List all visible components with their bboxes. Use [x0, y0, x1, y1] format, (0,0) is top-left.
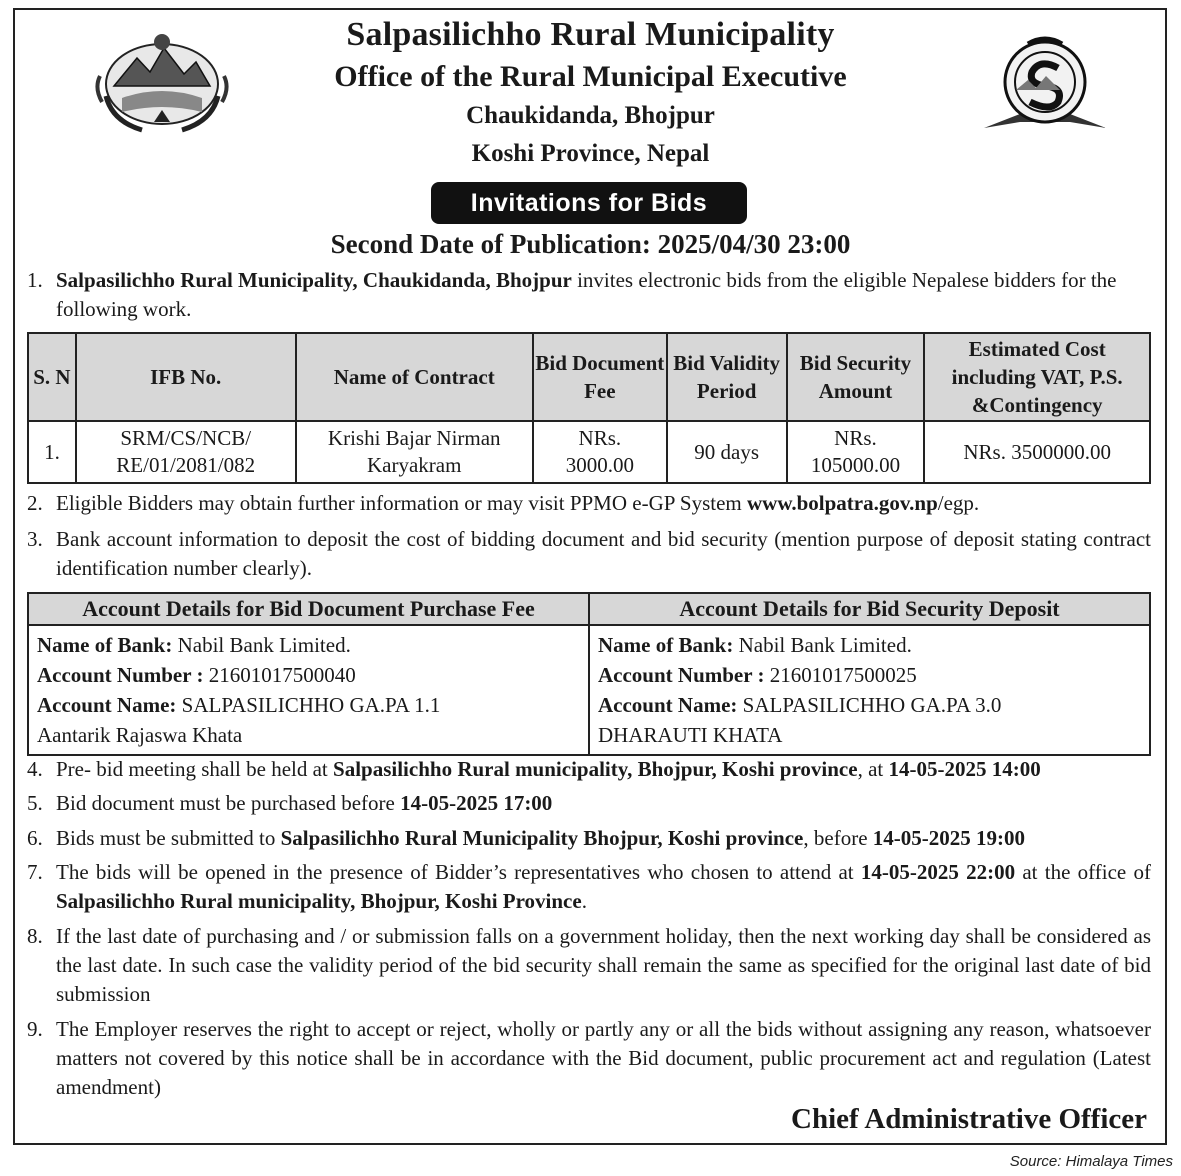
header-security-account: Account Details for Bid Security Deposit: [589, 593, 1150, 625]
cell-cost: NRs. 3500000.00: [924, 421, 1150, 483]
doc-fee-account-cell: Name of Bank: Nabil Bank Limited. Account Number : 21601017500040 Account Name: SALPASILICHHO GA.PA 1.1 Aantarik Rajaswa Khata: [28, 625, 589, 755]
header-doc-fee-account: Account Details for Bid Document Purchase Fee: [28, 593, 589, 625]
notice-item-1: 1. Salpasilichho Rural Municipality, Chaukidanda, Bhojpur invites electronic bids from the eligible Nepalese bidders for the following work.: [27, 268, 1117, 321]
header-security: Bid Security Amount: [787, 333, 925, 421]
address-line-2: Koshi Province, Nepal: [471, 140, 710, 167]
address-line-1: Chaukidanda, Bhojpur: [466, 102, 715, 129]
notice-item-6: 6. Bids must be submitted to Salpasilichho Rural Municipality Bhojpur, Koshi province, before 14-05-2025 19:00: [27, 826, 1026, 850]
account-details-table: [27, 592, 1151, 756]
notice-item-7: 7. The bids will be opened in the presence of Bidder’s representatives who chosen to attend at 14-05-2025 22:00 at the office of Salpasilichho Rural municipality, Bhojpur, Koshi Province.: [27, 860, 1151, 913]
cell-ifb-no: SRM/CS/NCB/ RE/01/2081/082: [76, 421, 296, 483]
table-header-row: [28, 333, 1150, 421]
header-contract: Name of Contract: [296, 333, 533, 421]
header-validity: Bid Validity Period: [667, 333, 787, 421]
cell-doc-fee: NRs. 3000.00: [533, 421, 667, 483]
table-row: [28, 625, 1150, 755]
municipality-title: Salpasilichho Rural Municipality: [346, 16, 835, 53]
notice-title-badge: Invitations for Bids: [431, 182, 747, 224]
security-account-cell: Name of Bank: Nabil Bank Limited. Account Number : 21601017500025 Account Name: SALPASILICHHO GA.PA 3.0 DHARAUTI KHATA: [589, 625, 1150, 755]
cell-security: NRs. 105000.00: [787, 421, 925, 483]
table-header-row: [28, 593, 1150, 625]
header-doc-fee: Bid Document Fee: [533, 333, 667, 421]
table-row: [28, 421, 1150, 483]
notice-item-5: 5. Bid document must be purchased before 14-05-2025 17:00: [27, 791, 553, 815]
ifb-table: [27, 332, 1151, 484]
publication-date: Second Date of Publication: 2025/04/30 23:00: [330, 229, 851, 259]
cell-sn: 1.: [28, 421, 76, 483]
source-credit: Source: Himalaya Times: [1009, 1153, 1173, 1170]
notice-item-8: 8. If the last date of purchasing and / or submission falls on a government holiday, then the next working day shall be considered as the last date. In such case the validity period of the bid security shall remain the same as specified for the original last date of bid submission: [27, 924, 1151, 1006]
cell-validity: 90 days: [667, 421, 787, 483]
header-cost: Estimated Cost including VAT, P.S. &Contingency: [924, 333, 1150, 421]
office-title: Office of the Rural Municipal Executive: [334, 60, 847, 93]
cell-contract: Krishi Bajar Nirman Karyakram: [296, 421, 533, 483]
signatory-title: Chief Administrative Officer: [791, 1103, 1147, 1135]
header-ifb-no: IFB No.: [76, 333, 296, 421]
notice-item-4: 4. Pre- bid meeting shall be held at Salpasilichho Rural municipality, Bhojpur, Koshi province, at 14-05-2025 14:00: [27, 757, 1041, 781]
notice-item-3: 3. Bank account information to deposit the cost of bidding document and bid security (mention purpose of deposit stating contract identification number clearly).: [27, 527, 1151, 580]
notice-item-2: 2. Eligible Bidders may obtain further information or may visit PPMO e-GP System www.bolpatra.gov.np/egp.: [27, 491, 980, 515]
egp-link[interactable]: www.bolpatra.gov.np: [746, 491, 938, 515]
header-sn: S. N: [28, 333, 76, 421]
notice-item-9: 9. The Employer reserves the right to accept or reject, wholly or partly any or all the bids without assigning any reason, whatsoever matters not covered by this notice shall be in accordance with the Bid document, public procurement act and regulation (Latest amendment): [27, 1017, 1151, 1099]
